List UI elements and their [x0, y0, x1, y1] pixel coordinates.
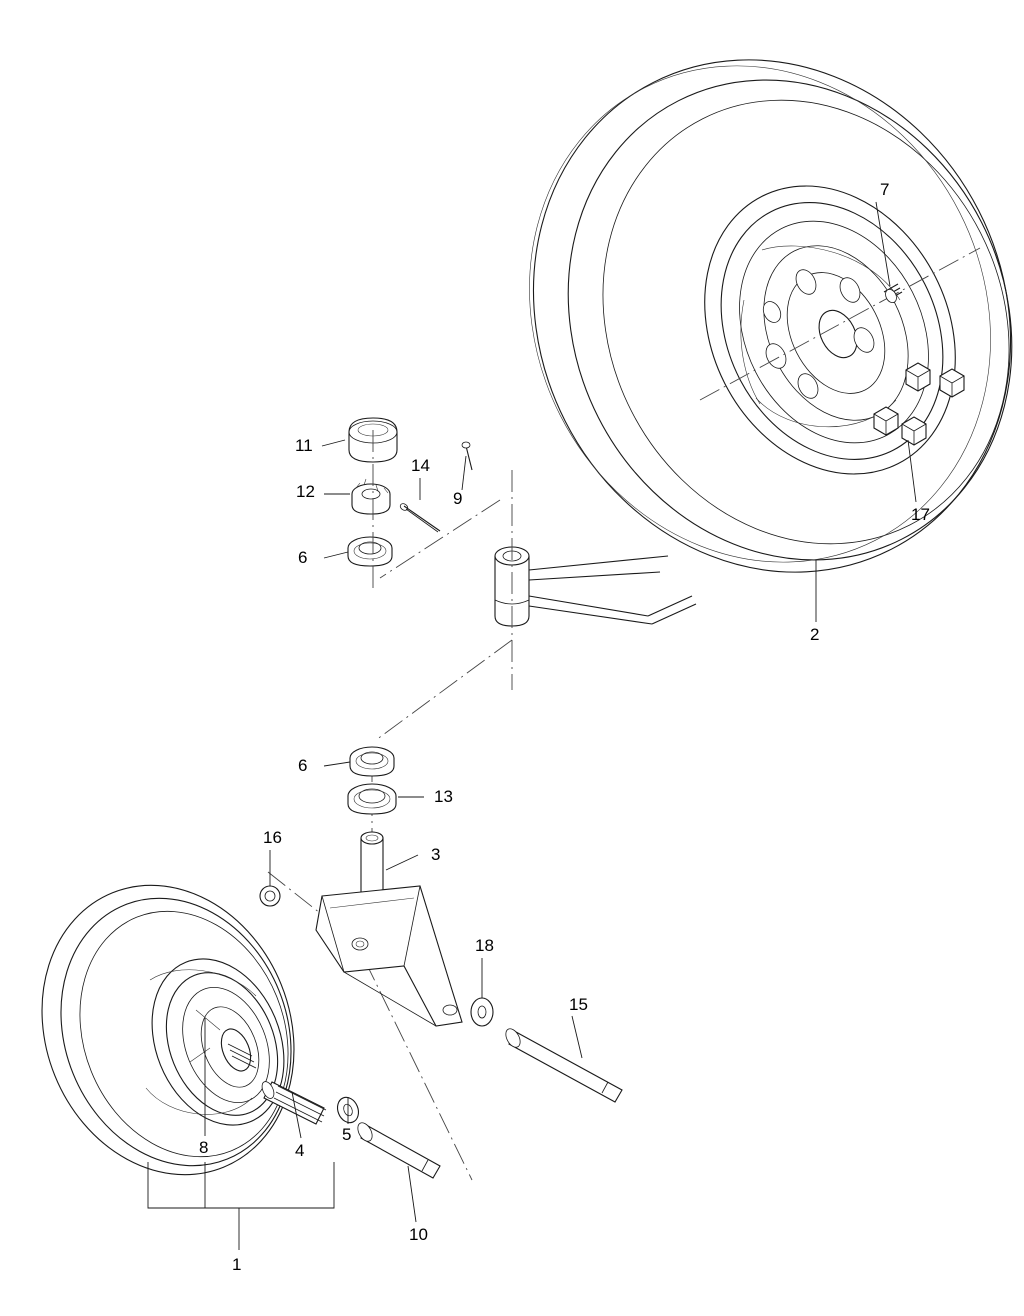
- callout-11: 11: [295, 436, 313, 455]
- callout-4: 4: [295, 1141, 305, 1160]
- callout-3: 3: [431, 845, 441, 864]
- fork-tube-assembly: [495, 547, 696, 626]
- callout-7: 7: [880, 180, 890, 199]
- washer-part-18: [471, 998, 493, 1026]
- callout-5: 5: [342, 1125, 352, 1144]
- large-tire-assembly: [445, 0, 1024, 655]
- long-bolt-part-15: [503, 1026, 622, 1102]
- callout-18: 18: [475, 936, 494, 955]
- callout-15: 15: [569, 995, 588, 1014]
- callout-10: 10: [409, 1225, 428, 1244]
- callout-8: 8: [199, 1138, 209, 1157]
- pin-part-9: [462, 442, 472, 470]
- bolt-part-10: [355, 1120, 440, 1178]
- bearing-part-6-lower: [350, 747, 394, 776]
- callout-16: 16: [263, 828, 282, 847]
- cotter-pin-part-14: [399, 502, 440, 532]
- nut-part-16: [260, 886, 280, 906]
- callout-14: 14: [411, 456, 430, 475]
- callout-6-upper: 6: [298, 548, 308, 567]
- callout-13: 13: [434, 787, 453, 806]
- callout-12: 12: [296, 482, 315, 501]
- bearing-race-part-13: [348, 784, 396, 814]
- callout-6-lower: 6: [298, 756, 308, 775]
- callout-17: 17: [911, 505, 930, 524]
- small-tire-assembly: [0, 847, 337, 1213]
- bearing-part-6-upper: [348, 537, 392, 566]
- callout-9: 9: [453, 489, 463, 508]
- callout-1: 1: [232, 1255, 242, 1274]
- castle-nut-part-12: [352, 479, 390, 514]
- callout-2: 2: [810, 625, 820, 644]
- caster-fork-bracket: [316, 886, 462, 1026]
